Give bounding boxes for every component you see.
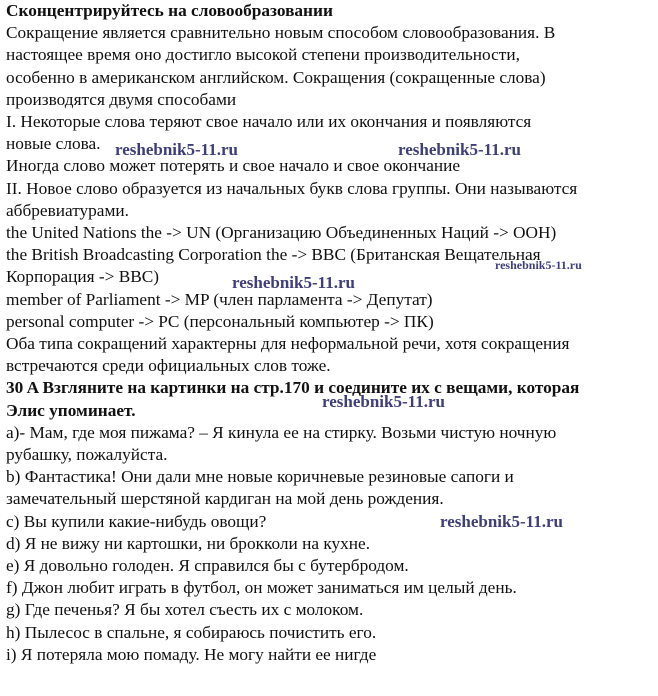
watermark: reshebnik5-11.ru xyxy=(322,392,445,411)
answer-line: a)- Мам, где моя пижама? – Я кинула ее на стирку. Возьми чистую ночную xyxy=(6,422,557,442)
text-line: I. Некоторые слова теряют свое начало или их окончания и появляются xyxy=(6,112,532,132)
answer-line: рубашку, пожалуйста. xyxy=(6,445,168,465)
answer-line: h) Пылесос в спальне, я собираюсь почистить его. xyxy=(6,622,377,642)
answer-line: e) Я довольно голоден. Я справился бы с бутербродом. xyxy=(6,556,409,576)
text-line: новые слова. xyxy=(6,134,101,154)
text-line: member of Parliament -> MP (член парламента -> Депутат) xyxy=(6,289,433,309)
text-line: производятся двумя способами xyxy=(6,89,237,109)
text-line: the United Nations the -> UN (Организацию Объединенных Наций -> ООН) xyxy=(6,223,557,243)
task-title-line: 30 A Взгляните на картинки на стр.170 и соедините их с вещами, которая xyxy=(6,378,580,398)
answer-list xyxy=(6,422,654,666)
text-line: Корпорация -> BBC) xyxy=(6,267,160,287)
text-line: аббревиатурами. xyxy=(6,200,129,220)
answer-line: d) Я не вижу ни картошки, ни брокколи на кухне. xyxy=(6,533,371,553)
answer-line: i) Я потеряла мою помаду. Не могу найти ее нигде xyxy=(6,644,377,664)
text-line: настоящее время оно достигло высокой степени производительности, xyxy=(6,45,520,65)
document-page xyxy=(6,0,654,666)
watermark: reshebnik5-11.ru xyxy=(440,512,563,531)
text-line: Иногда слово может потерять и свое начало и свое окончание xyxy=(6,156,461,176)
watermark: reshebnik5-11.ru xyxy=(115,140,238,159)
watermark: reshebnik5-11.ru xyxy=(495,258,582,272)
watermark: reshebnik5-11.ru xyxy=(232,273,355,292)
intro-text xyxy=(6,22,654,377)
page-title: Сконцентрируйтесь на словообразовании xyxy=(6,1,333,20)
answer-line: b) Фантастика! Они дали мне новые коричневые резиновые сапоги и xyxy=(6,467,514,487)
text-line: особенно в американском английском. Сокращения (сокращенные слова) xyxy=(6,67,546,87)
watermark: reshebnik5-11.ru xyxy=(398,140,521,159)
answer-line: g) Где печенья? Я бы хотел съесть их с молоком. xyxy=(6,600,364,620)
text-line: the British Broadcasting Corporation the -> BBC (Британская Вещательная xyxy=(6,245,541,265)
task-title-line: Элис упоминает. xyxy=(6,400,136,420)
answer-line: c) Вы купили какие-нибудь овощи? xyxy=(6,511,267,531)
text-line: II. Новое слово образуется из начальных букв слова группы. Они называются xyxy=(6,178,578,198)
text-line: Оба типа сокращений характерны для неформальной речи, хотя сокращения xyxy=(6,334,570,354)
answer-line: f) Джон любит играть в футбол, он может заниматься им целый день. xyxy=(6,578,517,598)
answer-line: замечательный шерстяной кардиган на мой день рождения. xyxy=(6,489,444,509)
text-line: Сокращение является сравнительно новым способом словообразования. В xyxy=(6,23,556,43)
text-line: personal computer -> PC (персональный компьютер -> ПК) xyxy=(6,311,434,331)
text-line: встречаются среди официальных слов тоже. xyxy=(6,356,331,376)
